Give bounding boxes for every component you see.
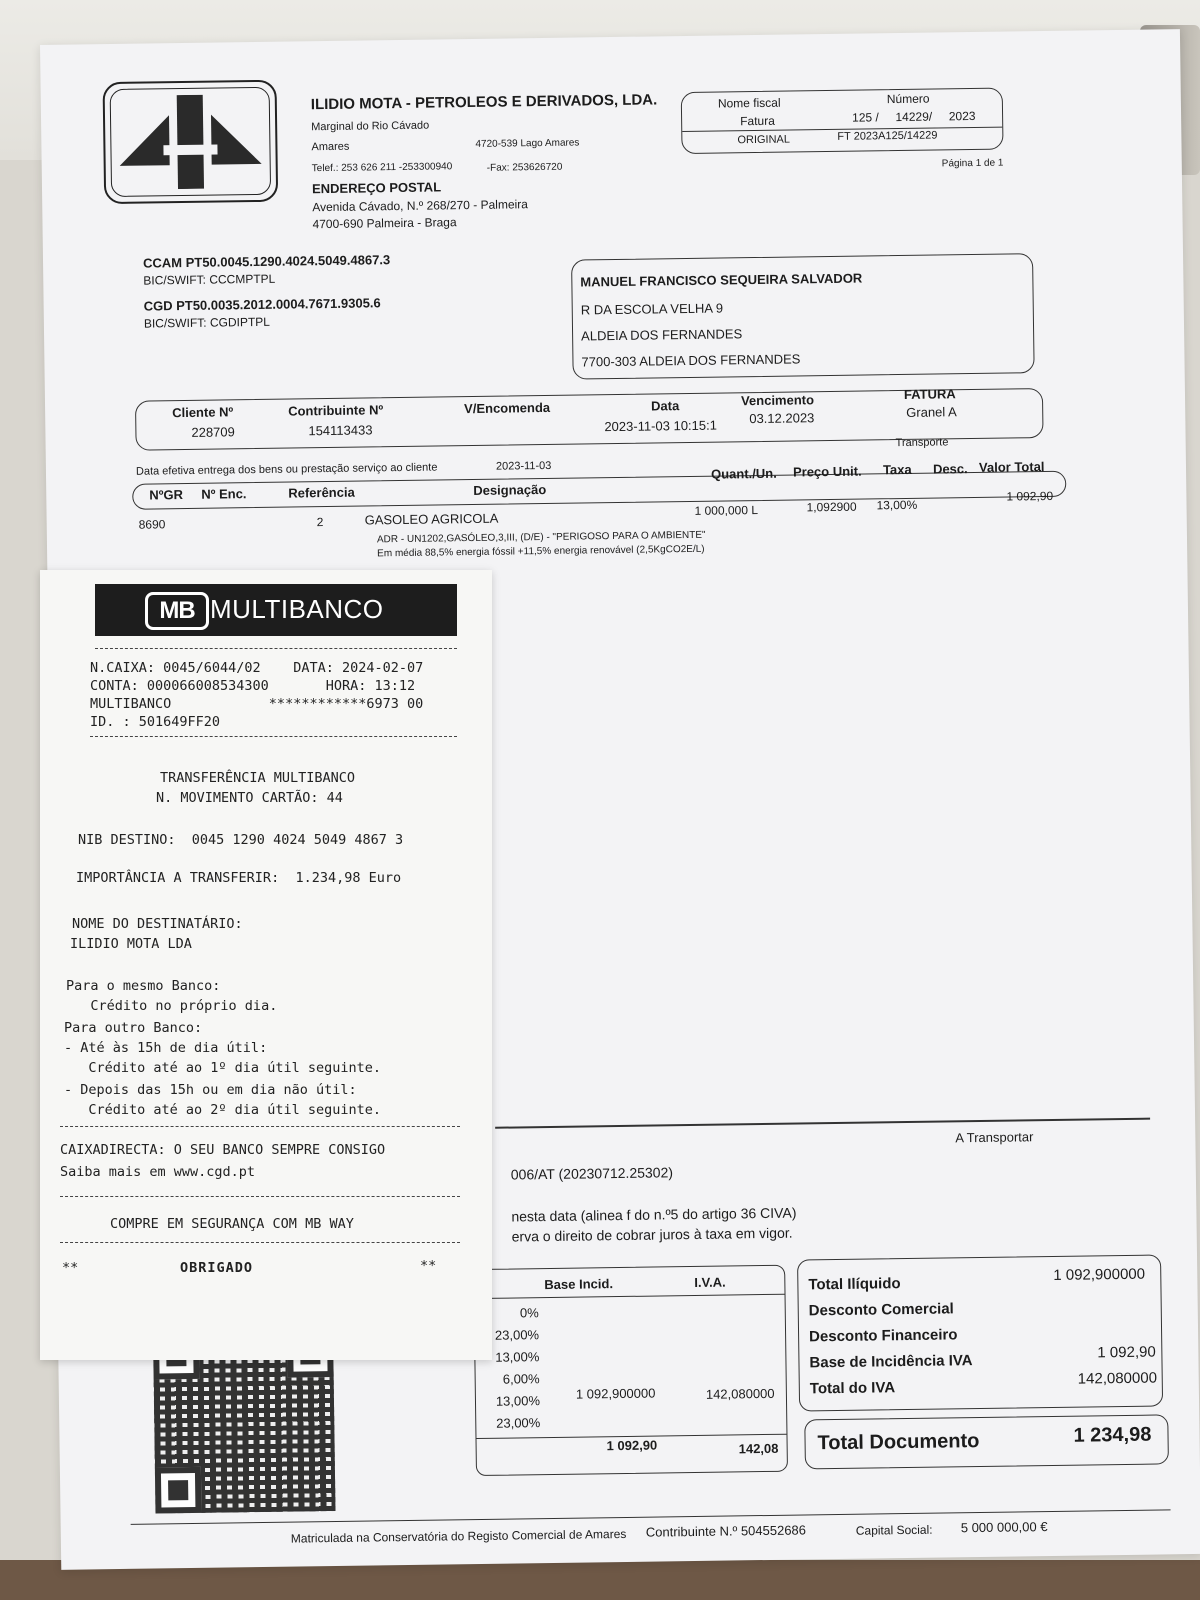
postal-address-line2: 4700-690 Palmeira - Braga — [312, 215, 457, 232]
receipt-obrigado: OBRIGADO — [180, 1260, 254, 1276]
cliente-label: Cliente Nº — [172, 404, 234, 421]
vat-rate: 0% — [519, 1305, 539, 1321]
vat-total-iva: 142,08 — [738, 1440, 779, 1457]
item-valor: 1 092,90 — [1006, 488, 1054, 504]
col-preco: Preço Unit. — [792, 463, 862, 480]
col-taxa: Taxa — [882, 461, 912, 478]
receipt-id: ID. : 501649FF20 — [90, 714, 221, 730]
receipt-msg-5: Crédito até ao 1º dia útil seguinte. — [64, 1060, 381, 1076]
receipt-stars-left: ** — [62, 1260, 79, 1276]
customer-name: MANUEL FRANCISCO SEQUEIRA SALVADOR — [580, 270, 863, 290]
receipt-msg-4: - Até às 15h de dia útil: — [64, 1040, 268, 1056]
cliente-value: 228709 — [191, 424, 235, 440]
fatura-subtitle: Granel A — [906, 404, 957, 420]
footer-capital-label: Capital Social: — [855, 1522, 933, 1538]
item-note-adr: ADR - UN1202,GASÓLEO,3,III, (D/E) - "PERIGOSO PARA O AMBIENTE" — [376, 529, 706, 546]
receipt-msg-7: Crédito até ao 2º dia útil seguinte. — [64, 1102, 381, 1118]
delivery-date-label: Data efetiva entrega dos bens ou prestação serviço ao cliente — [135, 461, 438, 478]
vat-total-base: 1 092,90 — [606, 1437, 658, 1454]
company-address-line1: Marginal do Rio Cávado — [311, 119, 430, 134]
receipt-destinatario-label: NOME DO DESTINATÁRIO: — [72, 916, 243, 932]
col-nenc: Nº Enc. — [201, 486, 247, 502]
item-taxa: 13,00% — [876, 497, 918, 513]
original-label: ORIGINAL — [737, 133, 791, 147]
totals-box — [797, 1254, 1163, 1411]
col-desc: Desc. — [932, 461, 968, 477]
base-incidencia-label: Base de Incidência IVA — [809, 1352, 973, 1372]
bank-ccam-bic: BIC/SWIFT: CCCMPTPL — [143, 271, 276, 288]
footer-capital-value: 5 000 000,00 € — [960, 1519, 1048, 1536]
total-iva-value: 142,080000 — [1077, 1369, 1158, 1388]
multibanco-brand: MULTIBANCO — [210, 594, 384, 624]
item-ngr: 8690 — [138, 517, 166, 532]
col-ngr: NºGR — [149, 487, 184, 503]
company-address-line2: Amares — [311, 140, 350, 154]
company-fax: -Fax: 253626720 — [486, 161, 563, 174]
company-logo-mark — [119, 94, 262, 190]
nome-fiscal-label: Nome fiscal — [717, 95, 781, 111]
vencimento-value: 03.12.2023 — [749, 410, 815, 427]
legal-note-2: erva o direito de cobrar juros à taxa em vigor. — [511, 1224, 793, 1245]
postal-address-title: ENDEREÇO POSTAL — [311, 179, 442, 197]
item-nenc: 2 — [316, 515, 324, 530]
vat-row-iva: 142,080000 — [705, 1385, 775, 1402]
fatura-type-label: Fatura — [740, 113, 775, 129]
footer-registo: Matriculada na Conservatória do Registo Comercial de Amares — [290, 1526, 627, 1546]
fatura-title: FATURA — [903, 386, 956, 402]
col-valor-total: Valor Total — [978, 459, 1045, 475]
footer-contribuinte: Contribuinte N.º 504552686 — [645, 1522, 807, 1540]
bank-cgd-bic: BIC/SWIFT: CGDIPTPL — [143, 314, 271, 331]
company-postcode: 4720-539 Lago Amares — [475, 137, 580, 150]
customer-address-box — [571, 253, 1035, 379]
software-certificate: 006/AT (20230712.25302) — [510, 1164, 674, 1183]
mb-logo: MB — [145, 592, 209, 630]
customer-postcode: 7700-303 ALDEIA DOS FERNANDES — [581, 351, 801, 370]
receipt-destinatario: ILIDIO MOTA LDA — [70, 936, 192, 952]
receipt-title: TRANSFERÊNCIA MULTIBANCO — [160, 770, 356, 786]
base-incidencia-value: 1 092,90 — [1097, 1343, 1156, 1362]
receipt-movimento: N. MOVIMENTO CARTÃO: 44 — [156, 790, 343, 806]
legal-note-1: nesta data (alinea f do n.º5 do artigo 36 CIVA) — [511, 1204, 797, 1225]
page-indicator: Página 1 de 1 — [941, 157, 1004, 170]
item-preco: 1,092900 — [806, 499, 857, 515]
desconto-financeiro-label: Desconto Financeiro — [808, 1326, 958, 1346]
numero-label: Número — [886, 91, 930, 107]
receipt-nib: NIB DESTINO: 0045 1290 4024 5049 4867 3 — [78, 832, 404, 848]
totals-separator — [495, 1118, 1150, 1129]
contribuinte-value: 154113433 — [308, 422, 373, 439]
company-phone: Telef.: 253 626 211 -253300940 — [311, 161, 453, 175]
receipt-card: MULTIBANCO ************6973 00 — [90, 696, 424, 712]
contribuinte-label: Contribuinte Nº — [288, 402, 384, 419]
receipt-caixadirecta: CAIXADIRECTA: O SEU BANCO SEMPRE CONSIGO — [60, 1142, 386, 1158]
total-iliquido-value: 1 092,900000 — [1053, 1265, 1146, 1284]
vat-rate: 13,00% — [495, 1393, 541, 1409]
document-id-box — [681, 88, 1004, 154]
receipt-mbway: COMPRE EM SEGURANÇA COM MB WAY — [110, 1216, 354, 1232]
vat-summary-table — [473, 1265, 788, 1476]
encomenda-label: V/Encomenda — [464, 399, 551, 417]
total-documento-box — [804, 1414, 1169, 1469]
vat-rate: 23,00% — [496, 1415, 541, 1431]
receipt-stars-right: ** — [420, 1258, 437, 1274]
vat-row-base: 1 092,900000 — [575, 1385, 656, 1402]
receipt-importancia: IMPORTÂNCIA A TRANSFERIR: 1.234,98 Euro — [76, 870, 402, 886]
multibanco-header — [95, 584, 457, 636]
vat-rate: 13,00% — [495, 1349, 540, 1365]
item-designacao: GASOLEO AGRICOLA — [364, 510, 499, 528]
col-quantidade: Quant./Un. — [710, 465, 777, 482]
multibanco-receipt — [40, 570, 492, 1360]
col-designacao: Designação — [473, 481, 547, 498]
receipt-msg-2: Crédito no próprio dia. — [66, 998, 278, 1014]
delivery-date-value: 2023-11-03 — [495, 459, 552, 473]
col-referencia: Referência — [288, 484, 355, 501]
bank-cgd-iban: CGD PT50.0035.2012.0004.7671.9305.6 — [143, 295, 381, 314]
receipt-msg-3: Para outro Banco: — [64, 1020, 203, 1036]
invoice-number: 125 / 14229/ 2023 — [851, 108, 976, 125]
a-transportar-label: A Transportar — [955, 1129, 1034, 1146]
total-documento-value: 1 234,98 — [1073, 1423, 1152, 1447]
item-quantidade: 1 000,000 L — [694, 503, 759, 518]
receipt-msg-1: Para o mesmo Banco: — [66, 978, 221, 994]
vat-col-iva: I.V.A. — [694, 1274, 726, 1290]
total-documento-label: Total Documento — [817, 1430, 980, 1455]
company-logo — [103, 80, 279, 204]
company-name: ILIDIO MOTA - PETROLEOS E DERIVADOS, LDA. — [310, 91, 658, 114]
receipt-conta-hora: CONTA: 000066008534300 HORA: 13:12 — [90, 678, 416, 694]
receipt-caixa-data: N.CAIXA: 0045/6044/02 DATA: 2024-02-07 — [90, 660, 424, 676]
bank-ccam-iban: CCAM PT50.0045.1290.4024.5049.4867.3 — [142, 252, 391, 271]
invoice-code: FT 2023A125/14229 — [837, 129, 938, 143]
transporte-label: Transporte — [895, 436, 949, 450]
vat-col-base: Base Incid. — [544, 1276, 614, 1293]
data-value: 2023-11-03 10:15:1 — [604, 417, 718, 435]
vat-rate: 6,00% — [502, 1371, 540, 1387]
customer-locality: ALDEIA DOS FERNANDES — [581, 326, 743, 344]
desconto-comercial-label: Desconto Comercial — [808, 1300, 954, 1320]
item-note-energy: Em média 88,5% energia fóssil +11,5% energia renovável (2,5KgCO2E/L) — [377, 543, 705, 560]
data-label: Data — [650, 398, 680, 414]
vat-rate: 23,00% — [494, 1327, 540, 1343]
total-iliquido-label: Total Ilíquido — [808, 1275, 901, 1294]
customer-street: R DA ESCOLA VELHA 9 — [580, 300, 724, 318]
postal-address-line1: Avenida Cávado, N.º 268/270 - Palmeira — [312, 197, 528, 215]
vencimento-label: Vencimento — [740, 392, 815, 409]
receipt-msg-6: - Depois das 15h ou em dia não útil: — [64, 1082, 357, 1098]
total-iva-label: Total do IVA — [809, 1379, 896, 1398]
receipt-website: Saiba mais em www.cgd.pt — [60, 1164, 256, 1180]
